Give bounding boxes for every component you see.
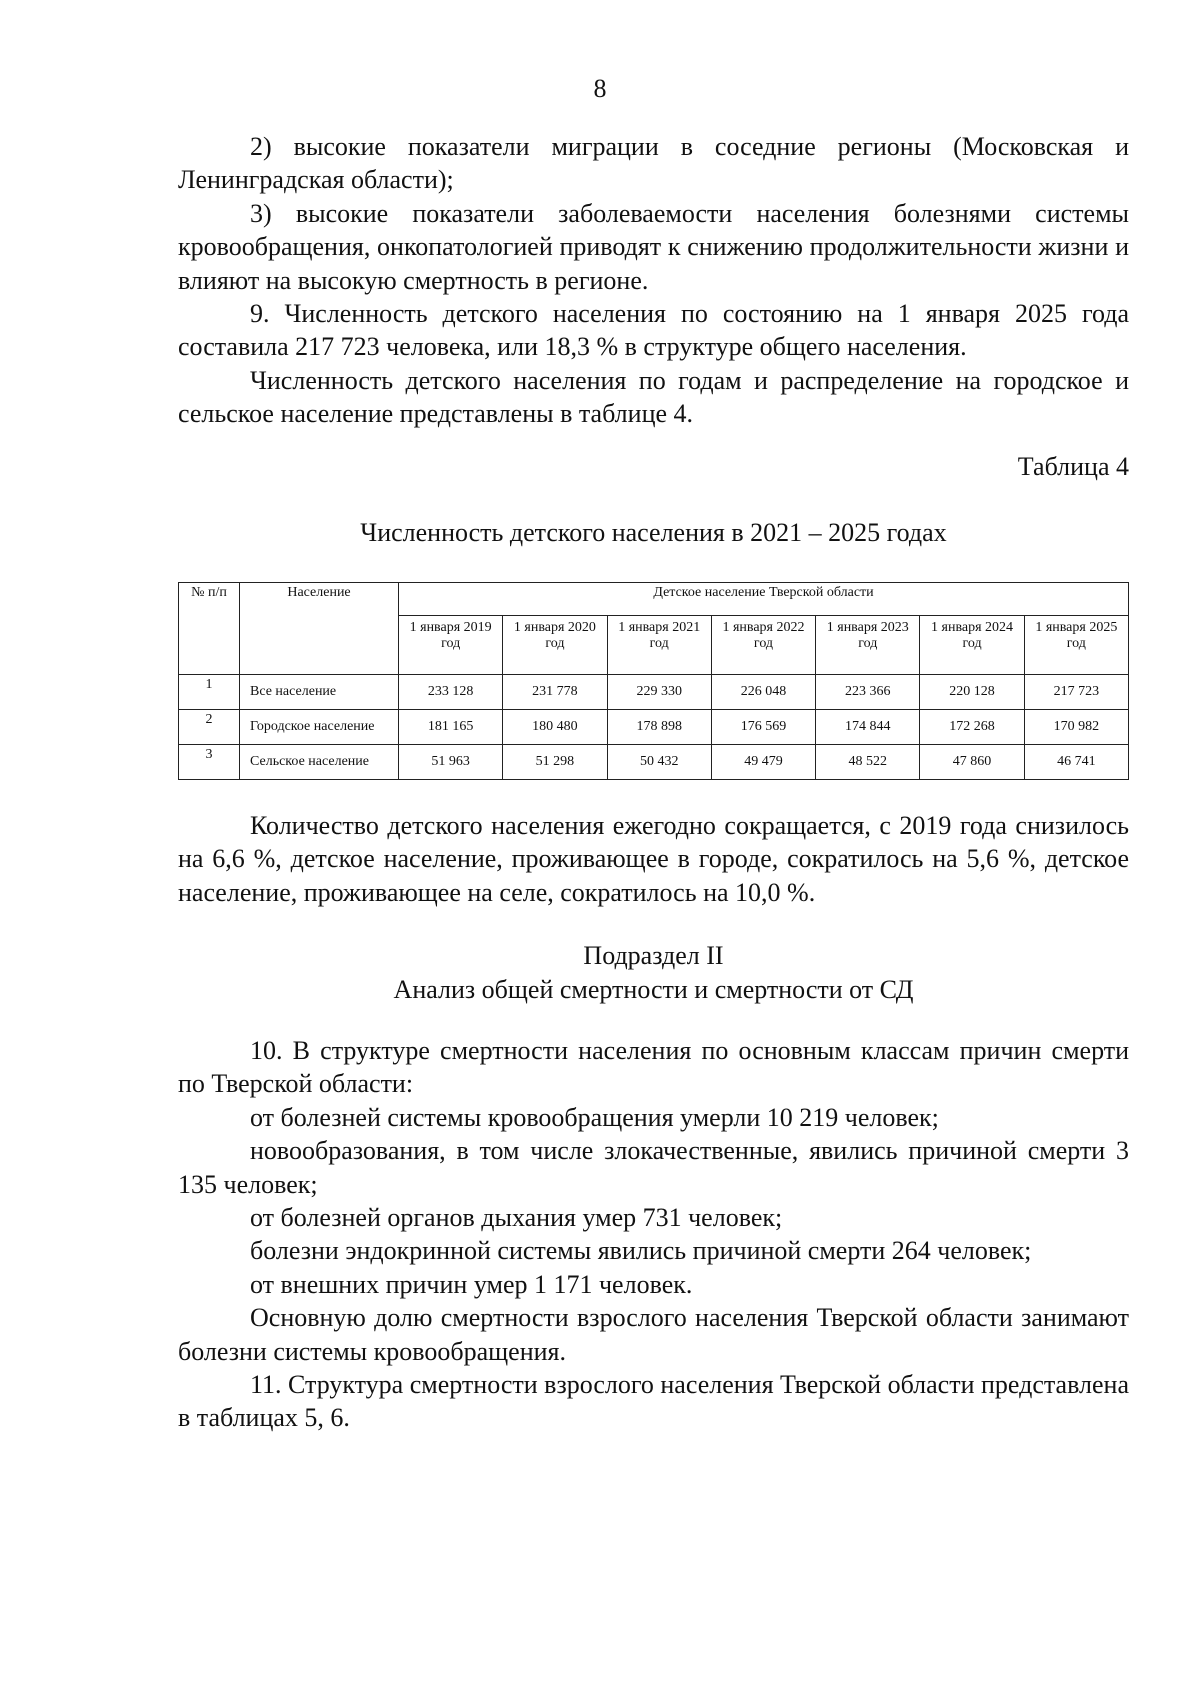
table-cell: 176 569 — [711, 710, 815, 745]
header-year: 1 января 2022 год — [711, 616, 815, 675]
table-cell: 178 898 — [607, 710, 711, 745]
table-cell: 51 298 — [503, 745, 607, 780]
table-title: Численность детского населения в 2021 – 2025 годах — [360, 518, 947, 547]
header-population: Население — [240, 583, 399, 675]
paragraph-child-population: 9. Численность детского населения по состоянию на 1 января 2025 года составила 217 723 человека, или 18,3 % в структуре общего населения. — [178, 299, 1129, 362]
table-cell: 49 479 — [711, 745, 815, 780]
paragraph-respiratory: от болезней органов дыхания умер 731 человек; — [250, 1203, 783, 1233]
table-cell: 51 963 — [399, 745, 503, 780]
table-cell: 231 778 — [503, 675, 607, 710]
table-cell: 181 165 — [399, 710, 503, 745]
header-year: 1 января 2024 год — [920, 616, 1024, 675]
row-label: Все население — [240, 675, 399, 710]
subsection-title: Подраздел II — [583, 941, 724, 970]
header-year: 1 января 2025 год — [1024, 616, 1128, 675]
row-label: Сельское население — [240, 745, 399, 780]
header-year: 1 января 2020 год — [503, 616, 607, 675]
paragraph-migration: 2) высокие показатели миграции в соседние регионы (Московская и Ленинградская области); — [178, 132, 1129, 195]
table-header-row — [179, 583, 1129, 616]
header-year: 1 января 2021 год — [607, 616, 711, 675]
table-cell: 174 844 — [816, 710, 920, 745]
paragraph-main-share: Основную долю смертности взрослого населения Тверской области занимают болезни системы кровообращения. — [178, 1303, 1129, 1366]
table-cell: 226 048 — [711, 675, 815, 710]
paragraph-decline: Количество детского населения ежегодно сокращается, с 2019 года снизилось на 6,6 %, детское население, проживающее в городе, сократилось на 5,6 %, детское население, проживающее на селе, сократилось на 10,0 %. — [178, 811, 1129, 907]
paragraph-mortality-structure: 10. В структуре смертности населения по основным классам причин смерти по Тверской области: — [178, 1036, 1129, 1099]
table-cell: 223 366 — [816, 675, 920, 710]
child-population-table — [178, 582, 1129, 780]
header-num: № п/п — [179, 583, 240, 675]
table-cell: 50 432 — [607, 745, 711, 780]
table-cell: 170 982 — [1024, 710, 1128, 745]
mortality-text — [178, 1034, 1129, 1435]
table-row — [179, 745, 1129, 780]
page-number: 8 — [593, 74, 607, 103]
row-number: 3 — [179, 745, 240, 780]
row-number: 1 — [179, 675, 240, 710]
header-year: 1 января 2019 год — [399, 616, 503, 675]
table-cell: 217 723 — [1024, 675, 1128, 710]
intro-text — [178, 130, 1129, 431]
table-cell: 220 128 — [920, 675, 1024, 710]
table-cell: 47 860 — [920, 745, 1024, 780]
subsection-subtitle: Анализ общей смертности и смертности от СД — [393, 975, 914, 1004]
paragraph-neoplasms: новообразования, в том числе злокачественные, явились причиной смерти 3 135 человек; — [178, 1136, 1129, 1199]
row-label: Городское население — [240, 710, 399, 745]
table-cell: 180 480 — [503, 710, 607, 745]
table-cell: 229 330 — [607, 675, 711, 710]
paragraph-morbidity: 3) высокие показатели заболеваемости населения болезнями системы кровообращения, онкопатологией приводят к снижению продолжительности жизни и влияют на высокую смертность в регионе. — [178, 198, 1129, 295]
paragraph-circulatory: от болезней системы кровообращения умерли 10 219 человек; — [250, 1102, 939, 1132]
header-group: Детское население Тверской области — [399, 583, 1129, 616]
paragraph-table-reference: Численность детского населения по годам и распределение на городское и сельское население представлены в таблице 4. — [178, 365, 1129, 429]
table-cell: 48 522 — [816, 745, 920, 780]
header-year: 1 января 2023 год — [816, 616, 920, 675]
table-row — [179, 675, 1129, 710]
table-label: Таблица 4 — [1017, 452, 1129, 481]
table-cell: 172 268 — [920, 710, 1024, 745]
after-table-text — [178, 809, 1129, 909]
paragraph-tables-reference: 11. Структура смертности взрослого населения Тверской области представлена в таблицах 5, 6. — [178, 1370, 1129, 1433]
table-cell: 233 128 — [399, 675, 503, 710]
paragraph-external: от внешних причин умер 1 171 человек. — [250, 1269, 693, 1299]
paragraph-endocrine: болезни эндокринной системы явились причиной смерти 264 человек; — [250, 1236, 1032, 1266]
table-cell: 46 741 — [1024, 745, 1128, 780]
row-number: 2 — [179, 710, 240, 745]
table-row — [179, 710, 1129, 745]
